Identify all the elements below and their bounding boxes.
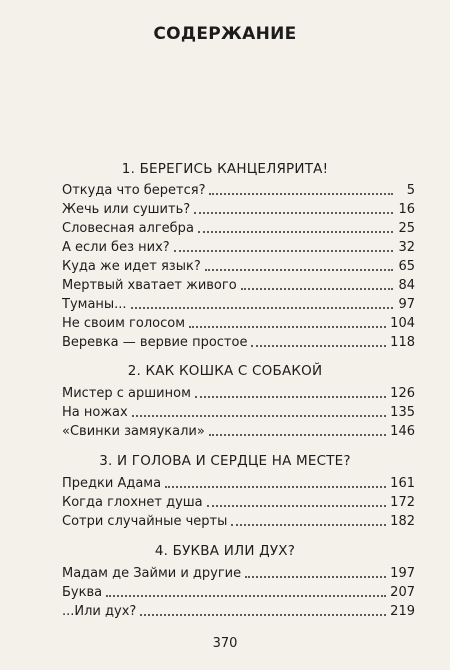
section-heading: 3. И ГОЛОВА И СЕРДЦЕ НА МЕСТЕ? <box>99 453 351 469</box>
toc-entry-page: 126 <box>390 386 415 401</box>
toc-entry-page: 135 <box>390 405 415 420</box>
toc-entry <box>62 421 415 439</box>
toc-entry-page: 146 <box>390 424 415 439</box>
toc-entry-title: ...Или дух? <box>62 604 137 619</box>
dot-leader <box>106 594 386 597</box>
dot-leader <box>189 325 386 328</box>
toc-entry-page: 16 <box>398 202 415 217</box>
dot-leader <box>194 211 393 214</box>
dot-leader <box>174 249 393 252</box>
toc-entry <box>62 492 415 510</box>
dot-leader <box>231 523 386 526</box>
toc-entry-title: Сотри случайные черты <box>62 514 228 529</box>
toc-entry <box>62 563 415 581</box>
toc-entry-page: 161 <box>390 476 415 491</box>
toc-entry-title: Не своим голосом <box>62 316 186 331</box>
toc-entry-page: 5 <box>406 183 415 198</box>
toc-entry-title: Мадам де Займи и другие <box>62 566 242 581</box>
toc-entry-title: Словесная алгебра <box>62 221 194 236</box>
toc-entry <box>62 256 415 274</box>
toc-entry <box>62 332 415 350</box>
dot-leader <box>209 192 393 195</box>
toc-entry-page: 25 <box>398 221 415 236</box>
section-heading: 1. БЕРЕГИСЬ КАНЦЕЛЯРИТА! <box>121 161 329 177</box>
toc-entry <box>62 601 415 619</box>
toc-entry-page: 219 <box>390 604 415 619</box>
dot-leader <box>140 613 386 616</box>
toc-entry <box>62 275 415 293</box>
toc-entry <box>62 180 415 198</box>
toc-entry-page: 207 <box>390 585 415 600</box>
toc-entry-page: 118 <box>390 335 415 350</box>
toc-entry-title: «Свинки замяукали» <box>62 424 205 439</box>
dot-leader <box>195 395 386 398</box>
toc-entry <box>62 237 415 255</box>
dot-leader <box>241 287 393 290</box>
dot-leader <box>251 344 386 347</box>
toc-entry-title: Предки Адама <box>62 476 162 491</box>
toc-entry-title: Когда глохнет душа <box>62 495 203 510</box>
toc-entry-title: Туманы... <box>62 297 127 312</box>
toc-entry <box>62 313 415 331</box>
dot-leader <box>165 485 386 488</box>
page-title: СОДЕРЖАНИЕ <box>153 24 297 44</box>
dot-leader <box>207 504 387 507</box>
toc-entry-title: Веревка — вервие простое <box>62 335 248 350</box>
toc-entry <box>62 402 415 420</box>
toc-entry-title: Мертвый хватает живого <box>62 278 237 293</box>
dot-leader <box>198 230 393 233</box>
toc-entry-page: 172 <box>390 495 415 510</box>
toc-entry-page: 197 <box>390 566 415 581</box>
dot-leader <box>132 414 386 417</box>
toc-entry-title: Жечь или сушить? <box>62 202 191 217</box>
toc-entry <box>62 511 415 529</box>
toc-entry-title: Буква <box>62 585 103 600</box>
section-heading: 4. БУКВА ИЛИ ДУХ? <box>154 543 296 559</box>
dot-leader <box>245 575 386 578</box>
toc-entry-page: 84 <box>398 278 415 293</box>
toc-entry-page: 104 <box>390 316 415 331</box>
dot-leader <box>131 306 393 309</box>
toc-entry-title: Мистер с аршином <box>62 386 191 401</box>
toc-entry <box>62 294 415 312</box>
toc-entry-title: А если без них? <box>62 240 170 255</box>
toc-entry-page: 182 <box>390 514 415 529</box>
toc-entry-title: На ножах <box>62 405 128 420</box>
toc-entry-title: Откуда что берется? <box>62 183 206 198</box>
toc-entry <box>62 383 415 401</box>
toc-entry <box>62 199 415 217</box>
toc-entry-page: 97 <box>398 297 415 312</box>
toc-entry-page: 32 <box>398 240 415 255</box>
toc-entry-page: 65 <box>398 259 415 274</box>
toc-entry-title: Куда же идет язык? <box>62 259 201 274</box>
toc-entry <box>62 218 415 236</box>
toc-entry <box>62 582 415 600</box>
dot-leader <box>209 433 386 436</box>
toc-entry <box>62 473 415 491</box>
dot-leader <box>205 268 393 271</box>
section-heading: 2. КАК КОШКА С СОБАКОЙ <box>127 363 323 379</box>
page-number: 370 <box>212 636 238 651</box>
